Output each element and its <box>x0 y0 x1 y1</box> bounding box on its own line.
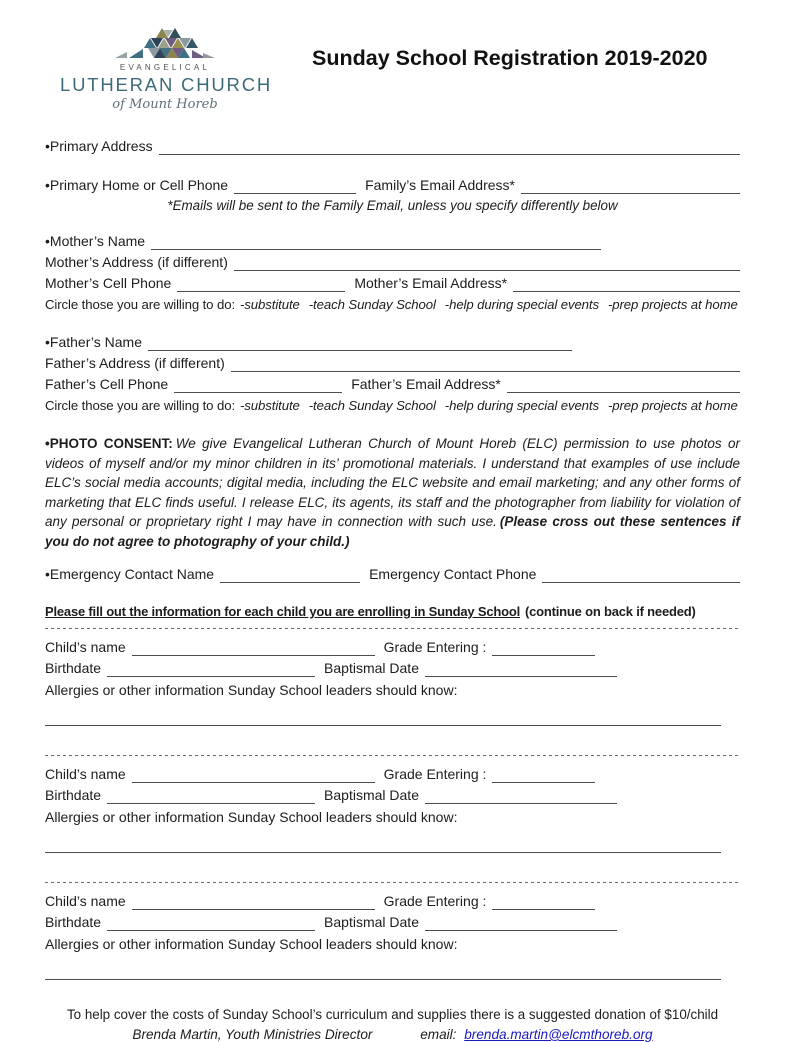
photo-consent-label: •PHOTO CONSENT: <box>45 436 173 451</box>
director-email-link[interactable]: brenda.martin@elcmthoreb.org <box>464 1027 653 1042</box>
family-email-label: Family’s Email Address* <box>365 177 515 193</box>
footer-credit <box>45 1027 740 1042</box>
grade-entering-blank <box>492 640 595 656</box>
child-name-blank <box>132 767 375 783</box>
birthdate-blank <box>107 915 315 931</box>
logo-evangelical-text: EVANGELICAL <box>119 63 211 72</box>
email-label: email: <box>420 1027 457 1042</box>
photo-consent-paragraph <box>45 434 740 551</box>
father-email-blank <box>507 377 740 393</box>
primary-phone-row <box>45 176 740 194</box>
father-name-label: •Father’s Name <box>45 334 142 350</box>
child-name-label: Child’s name <box>45 766 126 782</box>
mother-address-blank <box>234 255 740 271</box>
child-name-row <box>45 638 740 656</box>
birthdate-label: Birthdate <box>45 787 102 803</box>
primary-address-blank <box>159 139 740 155</box>
child-name-blank <box>132 894 375 910</box>
child-entry-block-1 <box>45 638 740 726</box>
mother-name-blank <box>151 234 601 250</box>
volunteer-prompt-label: Circle those you are willing to do: <box>45 398 236 413</box>
volunteer-prompt-label: Circle those you are willing to do: <box>45 297 236 312</box>
child-name-label: Child’s name <box>45 893 126 909</box>
birthdate-blank <box>107 788 315 804</box>
page-title: Sunday School Registration 2019-2020 <box>312 46 708 70</box>
allergies-answer-line <box>45 852 721 853</box>
child-entry-block-2 <box>45 765 740 853</box>
volunteer-option-prep: -prep projects at home <box>607 297 738 312</box>
mother-phone-label: Mother’s Cell Phone <box>45 275 172 291</box>
volunteer-option-teach: -teach Sunday School <box>308 398 436 413</box>
family-email-blank <box>521 178 740 194</box>
form-header <box>0 0 791 112</box>
father-address-blank <box>231 356 740 372</box>
grade-entering-label: Grade Entering : <box>383 639 487 655</box>
donation-note: To help cover the costs of Sunday School’s curriculum and supplies there is a suggested donation of $10/child <box>66 1007 719 1022</box>
baptismal-date-blank <box>425 661 617 677</box>
section-divider <box>45 755 740 756</box>
grade-entering-label: Grade Entering : <box>383 893 487 909</box>
primary-phone-blank <box>234 178 356 194</box>
mother-address-row <box>45 253 740 271</box>
father-phone-row <box>45 375 740 393</box>
children-instruction-underlined: Please fill out the information for each child you are enrolling in Sunday School <box>45 604 520 619</box>
emergency-contact-row <box>45 565 740 583</box>
child-name-blank <box>132 640 375 656</box>
birthdate-label: Birthdate <box>45 914 102 930</box>
mother-name-row <box>45 232 740 250</box>
emergency-name-blank <box>220 567 360 583</box>
birthdate-blank <box>107 661 315 677</box>
church-logo <box>60 26 273 112</box>
logo-mountain-icon <box>113 26 217 60</box>
mother-volunteer-row <box>45 296 740 314</box>
father-phone-blank <box>174 377 342 393</box>
child-name-row <box>45 765 740 783</box>
father-address-row <box>45 354 740 372</box>
baptismal-date-blank <box>425 788 617 804</box>
section-divider <box>45 882 740 883</box>
baptismal-date-label: Baptismal Date <box>324 660 419 676</box>
allergies-answer-line <box>45 979 721 980</box>
child-birth-row <box>45 786 740 804</box>
primary-address-row <box>45 137 740 155</box>
mother-email-blank <box>513 276 740 292</box>
form-body <box>0 137 791 1042</box>
volunteer-option-teach: -teach Sunday School <box>308 297 436 312</box>
allergies-answer-line <box>45 725 721 726</box>
volunteer-option-events: -help during special events <box>444 398 599 413</box>
baptismal-date-label: Baptismal Date <box>324 914 419 930</box>
father-phone-label: Father’s Cell Phone <box>45 376 169 392</box>
baptismal-date-blank <box>425 915 617 931</box>
child-birth-row <box>45 913 740 931</box>
birthdate-label: Birthdate <box>45 660 102 676</box>
section-divider <box>45 628 740 629</box>
child-birth-row <box>45 659 740 677</box>
emergency-phone-label: Emergency Contact Phone <box>369 566 537 582</box>
father-name-row <box>45 333 740 351</box>
photo-consent-body: We give Evangelical Lutheran Church of Mount Horeb (ELC) permission to use photos or videos of myself and/or my minor children in its’ promotional materials. I understand that examples of use include ELC’s social media accounts; digital media, including the ELC website and email marketing; and any other forms of marketing that ELC finds useful. I release ELC, its agents, its staff and the photographer from liability for violation of any personal or proprietary right I may have in connection with such use. <box>45 436 740 529</box>
volunteer-option-prep: -prep projects at home <box>607 398 738 413</box>
grade-entering-blank <box>492 894 595 910</box>
children-instruction <box>45 604 740 619</box>
primary-phone-label: •Primary Home or Cell Phone <box>45 177 229 193</box>
father-volunteer-row <box>45 397 740 415</box>
director-signature: Brenda Martin, Youth Ministries Director <box>132 1027 373 1042</box>
mother-address-label: Mother’s Address (if different) <box>45 254 228 270</box>
allergies-label: Allergies or other information Sunday School leaders should know: <box>45 682 458 698</box>
mother-phone-row <box>45 274 740 292</box>
emergency-phone-blank <box>542 567 740 583</box>
photo-consent-note: (Please cross out these sentences if you do not agree to photography of your child.) <box>45 514 740 549</box>
volunteer-option-substitute: -substitute <box>240 297 300 312</box>
volunteer-option-events: -help during special events <box>444 297 599 312</box>
logo-church-name: LUTHERAN CHURCH <box>60 74 273 95</box>
mother-phone-blank <box>177 276 345 292</box>
logo-tagline: of Mount Horeb <box>112 97 218 112</box>
father-name-blank <box>148 335 572 351</box>
allergies-label: Allergies or other information Sunday School leaders should know: <box>45 936 458 952</box>
father-address-label: Father’s Address (if different) <box>45 355 225 371</box>
grade-entering-blank <box>492 767 595 783</box>
father-email-label: Father’s Email Address* <box>351 376 501 392</box>
primary-address-label: •Primary Address <box>45 138 153 154</box>
emergency-name-label: •Emergency Contact Name <box>45 566 215 582</box>
child-name-label: Child’s name <box>45 639 126 655</box>
child-name-row <box>45 892 740 910</box>
family-email-note: *Emails will be sent to the Family Email, unless you specify differently below <box>167 198 618 213</box>
mother-name-label: •Mother’s Name <box>45 233 146 249</box>
child-entry-block-3 <box>45 892 740 980</box>
mother-email-label: Mother’s Email Address* <box>354 275 508 291</box>
children-instruction-rest: (continue on back if needed) <box>524 604 696 619</box>
grade-entering-label: Grade Entering : <box>383 766 487 782</box>
allergies-label: Allergies or other information Sunday School leaders should know: <box>45 809 458 825</box>
baptismal-date-label: Baptismal Date <box>324 787 419 803</box>
volunteer-option-substitute: -substitute <box>240 398 300 413</box>
